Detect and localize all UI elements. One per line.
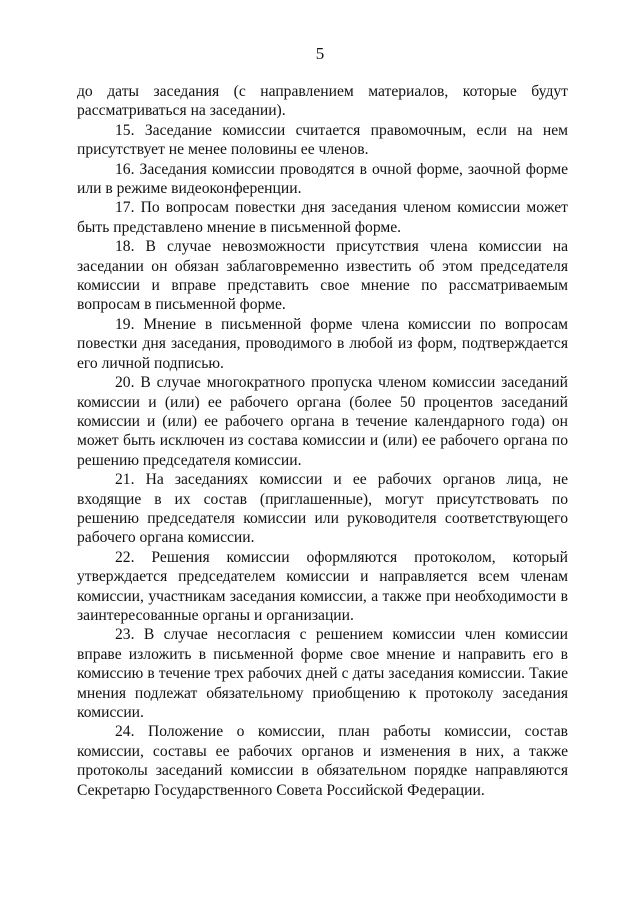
paragraph-17: 17. По вопросам повестки дня заседания членом комиссии может быть представлено мнение в письменной форме. bbox=[77, 199, 568, 236]
paragraph-continuation: до даты заседания (с направлением материалов, которые будут рассматриваться на заседании). bbox=[77, 83, 568, 120]
paragraph-18: 18. В случае невозможности присутствия члена комиссии на заседании он обязан заблаговременно известить об этом председателя комиссии и вправе представить свое мнение по рассматриваемым вопросам в письменной форме. bbox=[77, 238, 568, 314]
paragraph-16: 16. Заседания комиссии проводятся в очной форме, заочной форме или в режиме видеоконференции. bbox=[77, 160, 568, 198]
paragraph-15: 15. Заседание комиссии считается правомочным, если на нем присутствует не менее половины ее членов. bbox=[77, 121, 568, 159]
page-number: 5 bbox=[315, 44, 325, 63]
paragraph-22: 22. Решения комиссии оформляются протоколом, который утверждается председателем комиссии и направляется всем членам комиссии, участникам заседания комиссии, а также при необходимости в заинтересованные органы и организации. bbox=[77, 548, 568, 624]
paragraph-24: 24. Положение о комиссии, план работы комиссии, состав комиссии, составы ее рабочих органов и изменения в них, а также протоколы заседаний комиссии в обязательном порядке направляются Секретарю Государственного Совета Российской Федерации. bbox=[77, 723, 568, 799]
document-body bbox=[77, 82, 568, 800]
paragraph-19: 19. Мнение в письменной форме члена комиссии по вопросам повестки дня заседания, проводимого в любой из форм, подтверждается его личной подписью. bbox=[77, 315, 568, 372]
paragraph-23: 23. В случае несогласия с решением комиссии член комиссии вправе изложить в письменной форме свое мнение и направить его в комиссию в течение трех рабочих дней с даты заседания комиссии. Такие мнения подлежат обязательному приобщению к протоколу заседания комиссии. bbox=[77, 626, 568, 721]
paragraph-20: 20. В случае многократного пропуска членом комиссии заседаний комиссии и (или) ее рабочего органа (более 50 процентов заседаний комиссии и (или) ее рабочего органа в течение календарного года) он может быть исключен из состава комиссии и (или) ее рабочего органа по решению председателя комиссии. bbox=[77, 374, 568, 469]
paragraph-21: 21. На заседаниях комиссии и ее рабочих органов лица, не входящие в их состав (приглашенные), могут присутствовать по решению председателя комиссии или руководителя соответствующего рабочего органа комиссии. bbox=[77, 471, 568, 547]
